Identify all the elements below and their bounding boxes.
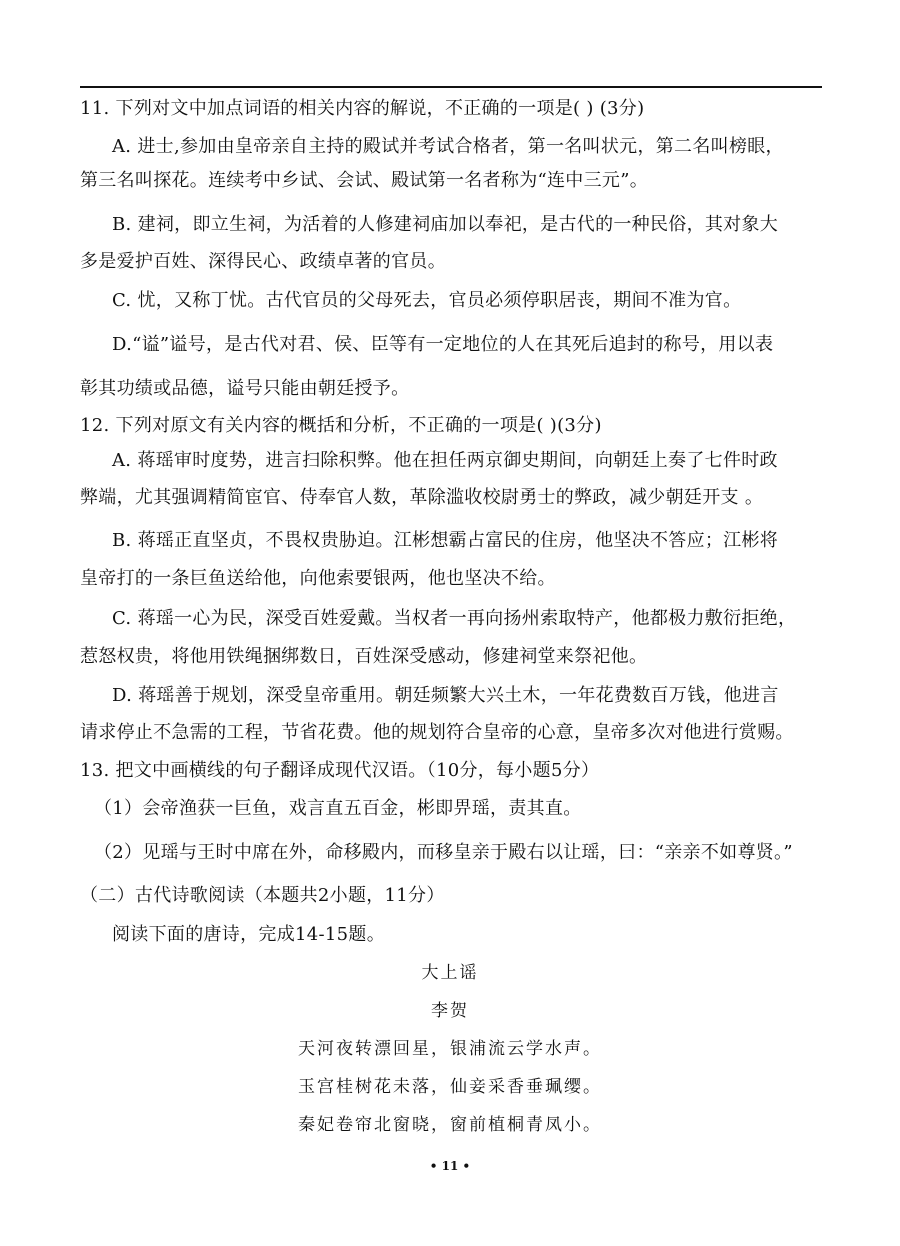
q12-option-a-line2: 弊端，尤其强调精简宦官、侍奉官人数，革除滥收校尉勇士的弊政，减少朝廷开支 。 bbox=[80, 487, 764, 508]
q11-option-b-line1: B. 建祠，即立生祠，为活着的人修建祠庙加以奉祀，是古代的一种民俗，其对象大 bbox=[112, 214, 779, 235]
section-intro: 阅读下面的唐诗，完成14-15题。 bbox=[112, 924, 385, 945]
q13-stem: 13. 把文中画横线的句子翻译成现代汉语。（10分，每小题5分） bbox=[80, 760, 600, 781]
q11-option-b-line2: 多是爱护百姓、深得民心、政绩卓著的官员。 bbox=[80, 251, 446, 272]
header-rule bbox=[80, 86, 822, 88]
q12-option-b-line2: 皇帝打的一条巨鱼送给他，向他索要银两，他也坚决不给。 bbox=[80, 568, 556, 589]
poem-line: 天河夜转漂回星，银浦流云学水声。 bbox=[298, 1039, 602, 1059]
q12-option-c-line2: 惹怒权贵，将他用铁绳捆绑数日，百姓深受感动，修建祠堂来祭祀他。 bbox=[80, 646, 648, 667]
q11-option-d-line1: D.“谥”谥号，是古代对君、侯、臣等有一定地位的人在其死后追封的称号，用以表 bbox=[112, 334, 774, 355]
poem-line: 秦妃卷帘北窗晓，窗前植桐青凤小。 bbox=[298, 1115, 602, 1135]
q11-option-c-line1: C. 忧，又称丁忧。古代官员的父母死去，官员必须停职居丧，期间不准为官。 bbox=[112, 290, 742, 311]
q12-option-d-line1: D. 蒋瑶善于规划，深受皇帝重用。朝廷频繁大兴土木，一年花费数百万钱，他进言 bbox=[112, 685, 779, 706]
q11-stem: 11. 下列对文中加点词语的相关内容的解说，不正确的一项是( ) (3分) bbox=[80, 98, 645, 119]
q13-sentence-2: （2）见瑶与王时中席在外，命移殿内，而移皇亲于殿右以让瑶，曰：“亲亲不如尊贤。” bbox=[94, 842, 793, 863]
q11-option-a-line1: A. 进士,参加由皇帝亲自主持的殿试并考试合格者，第一名叫状元，第二名叫榜眼， bbox=[112, 136, 784, 157]
poem-title: 大上谣 bbox=[421, 963, 479, 983]
q12-stem: 12. 下列对原文有关内容的概括和分析，不正确的一项是( )(3分) bbox=[80, 415, 602, 436]
poem-author: 李贺 bbox=[431, 1001, 469, 1021]
q12-option-b-line1: B. 蒋瑶正直坚贞，不畏权贵胁迫。江彬想霸占富民的住房，他坚决不答应；江彬将 bbox=[112, 530, 779, 551]
q12-option-d-line2: 请求停止不急需的工程，节省花费。他的规划符合皇帝的心意，皇帝多次对他进行赏赐。 bbox=[80, 722, 794, 743]
section-heading: （二）古代诗歌阅读（本题共2小题，11分） bbox=[80, 885, 445, 906]
q12-option-c-line1: C. 蒋瑶一心为民，深受百姓爱戴。当权者一再向扬州索取特产，他都极力敷衍拒绝， bbox=[112, 608, 797, 629]
q11-option-a-line2: 第三名叫探花。连续考中乡试、会试、殿试第一名者称为“连中三元”。 bbox=[80, 170, 649, 191]
poem-line: 玉宫桂树花未落，仙妾采香垂珮缨。 bbox=[298, 1077, 602, 1097]
q12-option-a-line1: A. 蒋瑶审时度势，进言扫除积弊。他在担任两京御史期间，向朝廷上奏了七件时政 bbox=[112, 450, 778, 471]
q13-sentence-1: （1）会帝渔获一巨鱼，戏言直五百金，彬即畀瑶，责其直。 bbox=[94, 798, 582, 819]
page-number: • 11 • bbox=[429, 1159, 471, 1173]
q11-option-d-line2: 彰其功绩或品德，谥号只能由朝廷授予。 bbox=[80, 378, 410, 399]
